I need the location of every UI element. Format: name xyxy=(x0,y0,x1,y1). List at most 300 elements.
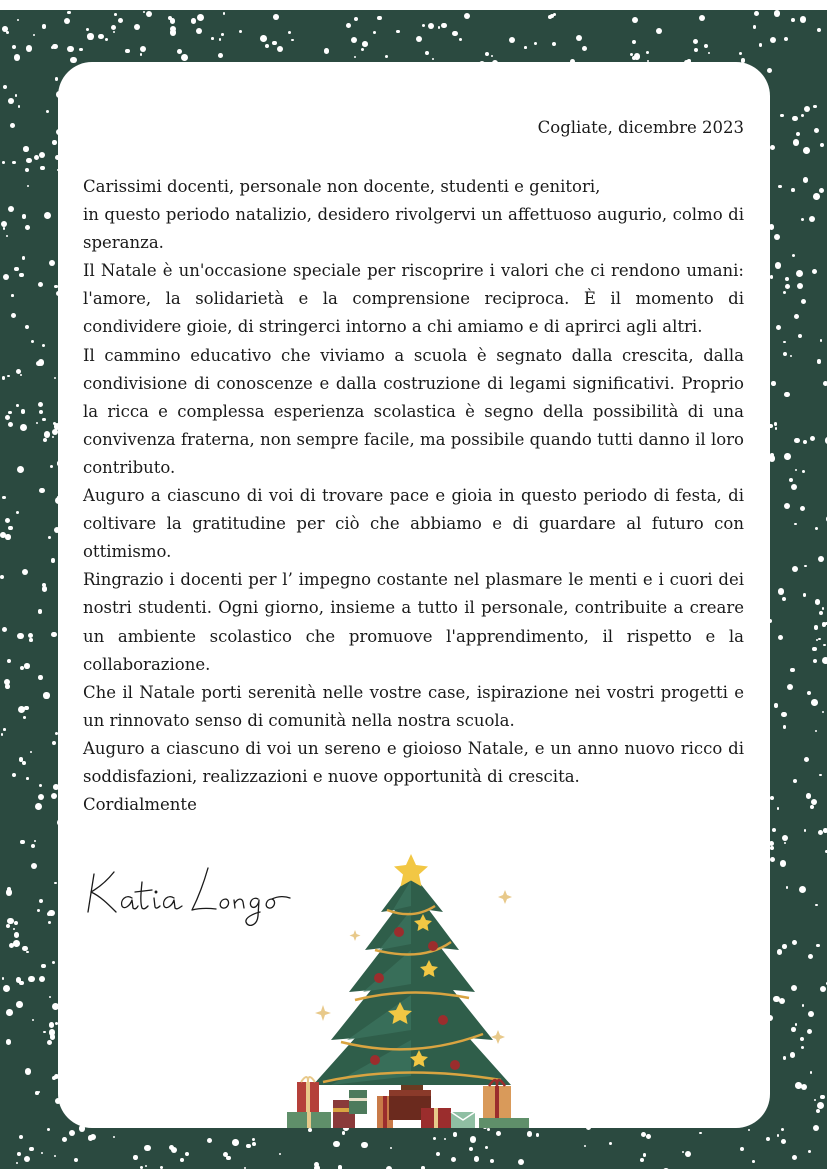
snowflake-dot xyxy=(797,283,804,290)
snowflake-dot xyxy=(24,663,30,669)
snowflake-dot xyxy=(693,39,698,44)
snowflake-dot xyxy=(49,260,55,266)
snowflake-dot xyxy=(39,488,44,493)
snowflake-dot xyxy=(518,1159,524,1165)
snowflake-dot xyxy=(792,1155,798,1161)
snowflake-dot xyxy=(808,1011,814,1017)
snowflake-dot xyxy=(784,37,788,41)
snowflake-dot xyxy=(211,37,214,40)
snowflake-dot xyxy=(12,773,17,778)
snowflake-dot xyxy=(396,30,399,33)
snowflake-dot xyxy=(22,214,27,219)
snowflake-dot xyxy=(685,1151,691,1157)
snowflake-dot xyxy=(819,774,822,777)
snowflake-dot xyxy=(3,985,10,992)
snowflake-dot xyxy=(6,889,13,896)
snowflake-dot xyxy=(453,1132,458,1137)
paragraph: Ringrazio i docenti per l’ impegno costante nel plasmare le menti e i cuori dei nostri studenti. Ogni giorno, insieme a tutto il personale, contribuite a creare un ambiente scolastico che promuove l'apprendimento, il rispetto e la collaborazione. xyxy=(83,570,744,674)
snowflake-dot xyxy=(777,949,783,955)
snowflake-dot xyxy=(791,18,795,22)
snowflake-dot xyxy=(774,703,778,707)
snowflake-dot xyxy=(789,478,794,483)
snowflake-dot xyxy=(783,291,786,294)
snowflake-dot xyxy=(2,627,7,632)
snowflake-dot xyxy=(105,38,108,41)
snowflake-dot xyxy=(792,940,797,945)
snowflake-dot xyxy=(787,684,793,690)
snowflake-dot xyxy=(260,35,267,42)
snowflake-dot xyxy=(820,339,823,342)
snowflake-dot xyxy=(279,1153,281,1155)
snowflake-dot xyxy=(14,54,20,60)
snowflake-dot xyxy=(779,998,785,1004)
snowflake-dot xyxy=(780,114,784,118)
snowflake-dot xyxy=(491,55,493,57)
snowflake-dot xyxy=(145,1165,147,1167)
snowflake-dot xyxy=(739,52,742,55)
snowflake-dot xyxy=(770,37,777,44)
snowflake-dot xyxy=(196,28,202,34)
snowflake-dot xyxy=(791,188,795,192)
snowflake-dot xyxy=(822,607,824,609)
snowflake-dot xyxy=(770,857,775,862)
snowflake-dot xyxy=(740,1147,744,1151)
snowflake-dot xyxy=(180,1158,184,1162)
snowflake-dot xyxy=(794,523,797,526)
snowflake-dot xyxy=(52,140,57,145)
snowflake-dot xyxy=(791,484,797,490)
snowflake-dot xyxy=(813,105,817,109)
snowflake-dot xyxy=(801,114,805,118)
snowflake-dot xyxy=(86,28,89,31)
snowflake-dot xyxy=(111,25,117,31)
snowflake-dot xyxy=(464,13,471,20)
snowflake-dot xyxy=(49,996,51,998)
snowflake-dot xyxy=(333,1141,340,1148)
snowflake-dot xyxy=(770,453,774,457)
snowflake-dot xyxy=(23,716,26,719)
snowflake-dot xyxy=(783,725,786,728)
snowflake-dot xyxy=(32,1019,34,1021)
snowflake-dot xyxy=(823,828,827,833)
snowflake-dot xyxy=(43,692,49,698)
snowflake-dot xyxy=(113,31,115,33)
letter-card xyxy=(58,62,770,1128)
snowflake-dot xyxy=(810,805,814,809)
snowflake-dot xyxy=(362,41,368,47)
snowflake-dot xyxy=(22,569,28,575)
snowflake-dot xyxy=(444,1138,446,1140)
snowflake-dot xyxy=(314,1165,320,1169)
snowflake-dot xyxy=(800,506,805,511)
snowflake-dot xyxy=(785,277,789,281)
snowflake-dot xyxy=(774,10,781,17)
snowflake-dot xyxy=(42,24,46,28)
snowflake-dot xyxy=(17,633,23,639)
snowflake-dot xyxy=(8,422,13,427)
snowflake-dot xyxy=(390,1147,392,1149)
snowflake-dot xyxy=(69,1130,75,1136)
snowflake-dot xyxy=(26,951,29,954)
snowflake-dot xyxy=(177,49,182,54)
snowflake-dot xyxy=(252,1142,256,1146)
snowflake-dot xyxy=(19,273,24,278)
snowflake-dot xyxy=(813,193,820,200)
snowflake-dot xyxy=(425,51,429,55)
snowflake-dot xyxy=(51,558,56,563)
snowflake-dot xyxy=(28,976,35,983)
snowflake-dot xyxy=(246,1144,251,1149)
snowflake-dot xyxy=(22,761,26,765)
snowflake-dot xyxy=(3,227,6,230)
snowflake-dot xyxy=(373,31,376,34)
snowflake-dot xyxy=(181,54,188,61)
snowflake-dot xyxy=(2,496,6,500)
snowflake-dot xyxy=(582,46,587,51)
snowflake-dot xyxy=(113,1136,115,1138)
snowflake-dot xyxy=(38,609,43,614)
snowflake-dot xyxy=(1,733,3,735)
snowflake-dot xyxy=(643,1153,647,1157)
snowflake-dot xyxy=(803,177,809,183)
snowflake-dot xyxy=(5,518,10,523)
snowflake-dot xyxy=(185,1152,189,1156)
snowflake-dot xyxy=(1,221,7,227)
snowflake-dot xyxy=(18,105,21,108)
snowflake-dot xyxy=(52,44,58,50)
snowflake-dot xyxy=(817,359,822,364)
snowflake-dot xyxy=(48,921,51,924)
snowflake-dot xyxy=(35,803,42,810)
snowflake-dot xyxy=(25,1068,32,1075)
snowflake-dot xyxy=(5,415,10,420)
snowflake-dot xyxy=(441,23,446,28)
snowflake-dot xyxy=(221,33,224,36)
snowflake-dot xyxy=(277,46,283,52)
snowflake-dot xyxy=(386,1166,392,1169)
snowflake-dot xyxy=(796,270,803,277)
snowflake-dot xyxy=(64,18,70,24)
snowflake-dot xyxy=(814,625,819,630)
snowflake-dot xyxy=(6,31,9,34)
snowflake-dot xyxy=(759,43,763,47)
snowflake-dot xyxy=(14,921,18,925)
snowflake-dot xyxy=(800,16,807,23)
snowflake-dot xyxy=(704,44,709,49)
snowflake-dot xyxy=(811,799,817,805)
snowflake-dot xyxy=(8,411,12,415)
snowflake-dot xyxy=(552,42,556,46)
snowflake-dot xyxy=(26,777,29,780)
snowflake-dot xyxy=(632,40,636,44)
snowflake-dot xyxy=(6,1009,13,1016)
snowflake-dot xyxy=(812,269,817,274)
snowflake-dot xyxy=(469,1147,474,1152)
snowflake-dot xyxy=(207,1138,212,1143)
snowflake-dot xyxy=(783,341,786,344)
snowflake-dot xyxy=(752,1160,755,1163)
greeting: Carissimi docenti, personale non docente, studenti e genitori, xyxy=(83,177,601,196)
snowflake-dot xyxy=(786,886,789,889)
snowflake-dot xyxy=(656,28,662,34)
snowflake-dot xyxy=(474,1156,480,1162)
snowflake-dot xyxy=(422,24,426,28)
snowflake-dot xyxy=(823,644,826,647)
snowflake-dot xyxy=(822,622,826,626)
snowflake-dot xyxy=(436,1152,440,1156)
snowflake-dot xyxy=(288,31,291,34)
snowflake-dot xyxy=(21,409,26,414)
snowflake-dot xyxy=(26,45,33,52)
snowflake-dot xyxy=(43,438,47,442)
snowflake-dot xyxy=(776,325,781,330)
snowflake-dot xyxy=(7,659,11,663)
snowflake-dot xyxy=(818,556,824,562)
snowflake-dot xyxy=(770,275,774,279)
snowflake-dot xyxy=(790,668,795,673)
snowflake-dot xyxy=(8,526,13,531)
snowflake-dot xyxy=(18,706,25,713)
snowflake-dot xyxy=(509,37,515,43)
snowflake-dot xyxy=(14,932,20,938)
snowflake-dot xyxy=(708,52,710,54)
snowflake-dot xyxy=(133,1155,138,1160)
snowflake-dot xyxy=(361,48,365,52)
snowflake-dot xyxy=(34,155,39,160)
snowflake-dot xyxy=(12,161,16,165)
snowflake-dot xyxy=(814,128,819,133)
snowflake-dot xyxy=(820,143,824,147)
snowflake-dot xyxy=(823,381,827,386)
snowflake-dot xyxy=(770,846,774,850)
snowflake-dot xyxy=(780,860,787,867)
snowflake-dot xyxy=(813,1125,819,1131)
snowflake-dot xyxy=(44,431,50,437)
snowflake-dot xyxy=(22,256,25,259)
snowflake-dot xyxy=(2,26,8,32)
snowflake-dot xyxy=(20,374,22,376)
snowflake-dot xyxy=(143,11,145,13)
snowflake-dot xyxy=(791,985,797,991)
snowflake-dot xyxy=(2,161,5,164)
snowflake-dot xyxy=(52,961,55,964)
snowflake-dot xyxy=(23,146,29,152)
snowflake-dot xyxy=(24,706,28,710)
snowflake-dot xyxy=(114,13,117,16)
snowflake-dot xyxy=(31,863,38,870)
snowflake-dot xyxy=(641,1132,646,1137)
snowflake-dot xyxy=(31,844,35,848)
snowflake-dot xyxy=(39,976,45,982)
snowflake-dot xyxy=(219,38,222,41)
snowflake-dot xyxy=(7,375,10,378)
snowflake-dot xyxy=(699,15,705,21)
snowflake-dot xyxy=(70,57,76,63)
snowflake-dot xyxy=(10,123,15,128)
snowflake-dot xyxy=(0,575,4,579)
snowflake-dot xyxy=(55,77,59,81)
snowflake-dot xyxy=(54,377,56,379)
snowflake-dot xyxy=(79,48,82,51)
snowflake-dot xyxy=(39,410,43,414)
paragraph: Che il Natale porti serenità nelle vostre case, ispirazione nei vostri progetti e un rinnovato senso di comunità nella nostra scuola. xyxy=(83,682,744,730)
snowflake-dot xyxy=(795,1082,802,1089)
snowflake-dot xyxy=(13,928,15,930)
snowflake-dot xyxy=(632,17,638,23)
snowflake-dot xyxy=(809,216,815,222)
snowflake-dot xyxy=(42,418,46,422)
snowflake-dot xyxy=(67,46,73,52)
snowflake-dot xyxy=(223,12,226,15)
snowflake-dot xyxy=(49,1022,55,1028)
snowflake-dot xyxy=(766,1137,770,1141)
snowflake-dot xyxy=(6,924,10,928)
snowflake-dot xyxy=(24,1156,30,1162)
snowflake-dot xyxy=(47,1128,50,1131)
snowflake-dot xyxy=(816,944,820,948)
snowflake-dot xyxy=(790,1052,795,1057)
snowflake-dot xyxy=(87,33,93,39)
snowflake-dot xyxy=(5,534,10,539)
snowflake-dot xyxy=(52,741,56,745)
snowflake-dot xyxy=(16,404,19,407)
snowflake-dot xyxy=(39,899,44,904)
snowflake-dot xyxy=(38,794,45,801)
snowflake-dot xyxy=(191,18,196,23)
snowflake-dot xyxy=(44,212,51,219)
snowflake-dot xyxy=(804,757,809,762)
paragraph: Auguro a ciascuno di voi un sereno e gioioso Natale, e un anno nuovo ricco di soddisfazioni, realizzazioni e nuove opportunità di crescita. xyxy=(83,738,744,786)
snowflake-dot xyxy=(291,39,294,42)
snowflake-dot xyxy=(775,262,781,268)
snowflake-dot xyxy=(808,1150,811,1153)
snowflake-dot xyxy=(772,828,776,832)
snowflake-dot xyxy=(459,38,463,42)
paragraph: Auguro a ciascuno di voi di trovare pace e gioia in questo periodo di festa, di coltivare la gratitudine per ciò che abbiamo e di guardare al futuro con ottimismo. xyxy=(83,486,744,562)
snowflake-dot xyxy=(796,132,800,136)
snowflake-dot xyxy=(793,139,800,146)
snowflake-dot xyxy=(646,1134,651,1139)
snowflake-dot xyxy=(808,954,813,959)
snowflake-dot xyxy=(42,586,47,591)
snowflake-dot xyxy=(794,314,799,319)
snowflake-dot xyxy=(792,254,795,257)
snowflake-dot xyxy=(308,1128,312,1132)
snowflake-dot xyxy=(524,46,527,49)
snowflake-dot xyxy=(814,1099,817,1102)
snowflake-dot xyxy=(25,168,29,172)
snowflake-dot xyxy=(778,588,785,595)
snowflake-dot xyxy=(338,1165,343,1169)
snowflake-dot xyxy=(777,807,780,810)
snowflake-dot xyxy=(810,436,816,442)
snowflake-dot xyxy=(43,1031,46,1034)
snowflake-dot xyxy=(433,1137,436,1140)
snowflake-dot xyxy=(67,11,71,15)
snowflake-dot xyxy=(783,1056,787,1060)
snowflake-dot xyxy=(784,453,791,460)
snowflake-dot xyxy=(816,1109,821,1114)
snowflake-dot xyxy=(171,1147,177,1153)
snowflake-dot xyxy=(19,981,24,986)
snowflake-dot xyxy=(31,340,35,344)
snowflake-dot xyxy=(801,1046,804,1049)
snowflake-dot xyxy=(34,840,36,842)
snowflake-dot xyxy=(197,14,204,21)
snowflake-dot xyxy=(820,1095,825,1100)
paragraph: Il Natale è un'occasione speciale per riscoprire i valori che ci rendono umani: l'amore, la solidarietà e la comprensione reciproca. È il momento di condividere gioie, di stringerci intorno a chi amiamo e di aprirci agli altri. xyxy=(83,261,744,337)
place-date: Cogliate, dicembre 2023 xyxy=(537,118,744,137)
snowflake-dot xyxy=(452,31,457,36)
snowflake-dot xyxy=(802,470,805,473)
snowflake-dot xyxy=(16,511,19,514)
snowflake-dot xyxy=(3,274,10,281)
snowflake-dot xyxy=(351,37,357,43)
snowflake-dot xyxy=(795,469,798,472)
snowflake-dot xyxy=(781,1139,786,1144)
snowflake-dot xyxy=(815,599,821,605)
snowflake-dot xyxy=(361,1142,368,1149)
snowflake-dot xyxy=(17,1152,21,1156)
snowflake-dot xyxy=(416,36,422,42)
snowflake-dot xyxy=(782,835,788,841)
snowflake-dot xyxy=(51,793,57,799)
snowflake-dot xyxy=(438,26,440,28)
snowflake-dot xyxy=(822,657,827,664)
snowflake-dot xyxy=(432,58,434,60)
snowflake-dot xyxy=(815,904,818,907)
snowflake-dot xyxy=(8,206,14,212)
snowflake-dot xyxy=(485,52,490,57)
snowflake-dot xyxy=(25,325,29,329)
snowflake-dot xyxy=(346,23,351,28)
snowflake-dot xyxy=(40,166,44,170)
snowflake-dot xyxy=(640,1158,644,1162)
snowflake-dot xyxy=(38,1091,40,1093)
snowflake-dot xyxy=(811,699,818,706)
snowflake-dot xyxy=(354,17,358,21)
snowflake-dot xyxy=(646,51,649,54)
snowflake-dot xyxy=(377,16,382,21)
snowflake-dot xyxy=(15,94,18,97)
snowflake-dot xyxy=(791,1027,796,1032)
snowflake-dot xyxy=(536,1133,540,1137)
snowflake-dot xyxy=(6,1039,12,1045)
snowflake-dot xyxy=(799,886,806,893)
snowflake-dot xyxy=(802,1004,805,1007)
snowflake-dot xyxy=(822,711,824,713)
snowflake-dot xyxy=(11,313,16,318)
snowflake-dot xyxy=(17,466,24,473)
snowflake-dot xyxy=(777,1134,780,1137)
snowflake-dot xyxy=(146,11,152,17)
snowflake-dot xyxy=(794,438,800,444)
snowflake-dot xyxy=(804,829,807,832)
snowflake-dot xyxy=(3,85,8,90)
snowflake-dot xyxy=(252,1138,255,1141)
snowflake-dot xyxy=(754,11,759,16)
snowflake-dot xyxy=(20,666,24,670)
snowflake-dot xyxy=(784,392,790,398)
snowflake-dot xyxy=(775,427,777,429)
snowflake-dot xyxy=(694,48,698,52)
snowflake-dot xyxy=(771,381,776,386)
snowflake-dot xyxy=(803,593,807,597)
snowflake-dot xyxy=(804,565,806,567)
snowflake-dot xyxy=(125,49,129,53)
snowflake-dot xyxy=(29,1147,34,1152)
snowflake-dot xyxy=(273,14,279,20)
